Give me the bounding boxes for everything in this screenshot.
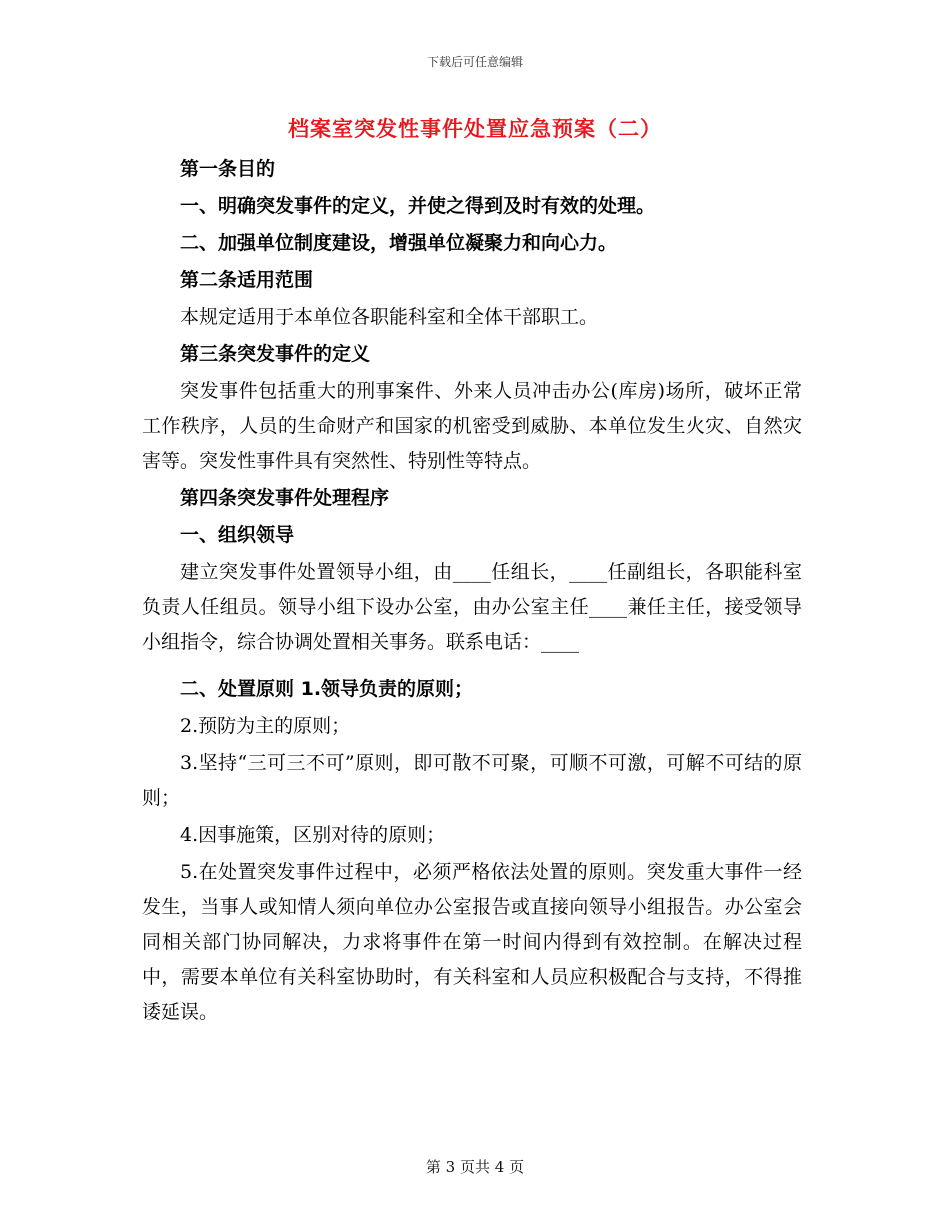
paragraph: 第三条突发事件的定义 [180, 343, 371, 365]
header-note: 下载后可任意编辑 [426, 55, 523, 69]
paragraph: 4.因事施策，区别对待的原则； [180, 824, 446, 846]
paragraph: 建立突发事件处置领导小组，由____任组长，____任副组长，各职能科室负责人任组员。领导小组下设办公室，由办公室主任____兼任主任，接受领导小组指令，综合协调处置相关事务。联系电话：____ [142, 561, 802, 653]
paragraph: 本规定适用于本单位各职能科室和全体干部职工。 [180, 306, 599, 328]
paragraph: 突发事件包括重大的刑事案件、外来人员冲击办公(库房)场所，破坏正常工作秩序，人员的生命财产和国家的机密受到威胁、本单位发生火灾、自然灾害等。突发性事件具有突然性、特别性等特点。 [142, 380, 802, 472]
paragraph: 二、加强单位制度建设，增强单位凝聚力和向心力。 [180, 232, 618, 254]
paragraph: 2.预防为主的原则； [180, 715, 351, 737]
paragraph: 第四条突发事件处理程序 [180, 487, 390, 509]
paragraph: 第一条目的 [180, 158, 276, 180]
document-body [142, 152, 802, 1032]
page-number: 第 3 页共 4 页 [425, 1158, 525, 1176]
paragraph: 一、组织领导 [180, 524, 295, 546]
paragraph: 3.坚持“三可三不可”原则，即可散不可聚，可顺不可激，可解不可结的原则； [142, 752, 802, 809]
document-title: 档案室突发性事件处置应急预案（二） [288, 117, 662, 141]
paragraph: 5.在处置突发事件过程中，必须严格依法处置的原则。突发重大事件一经发生，当事人或知情人须向单位办公室报告或直接向领导小组报告。办公室会同相关部门协同解决，力求将事件在第一时间内得到有效控制。在解决过程中，需要本单位有关科室协助时，有关科室和人员应积极配合与支持，不得推诿延误。 [142, 861, 802, 1023]
paragraph: 二、处置原则 1.领导负责的原则； [180, 678, 474, 700]
paragraph: 一、明确突发事件的定义，并使之得到及时有效的处理。 [180, 195, 656, 217]
paragraph: 第二条适用范围 [180, 269, 314, 291]
